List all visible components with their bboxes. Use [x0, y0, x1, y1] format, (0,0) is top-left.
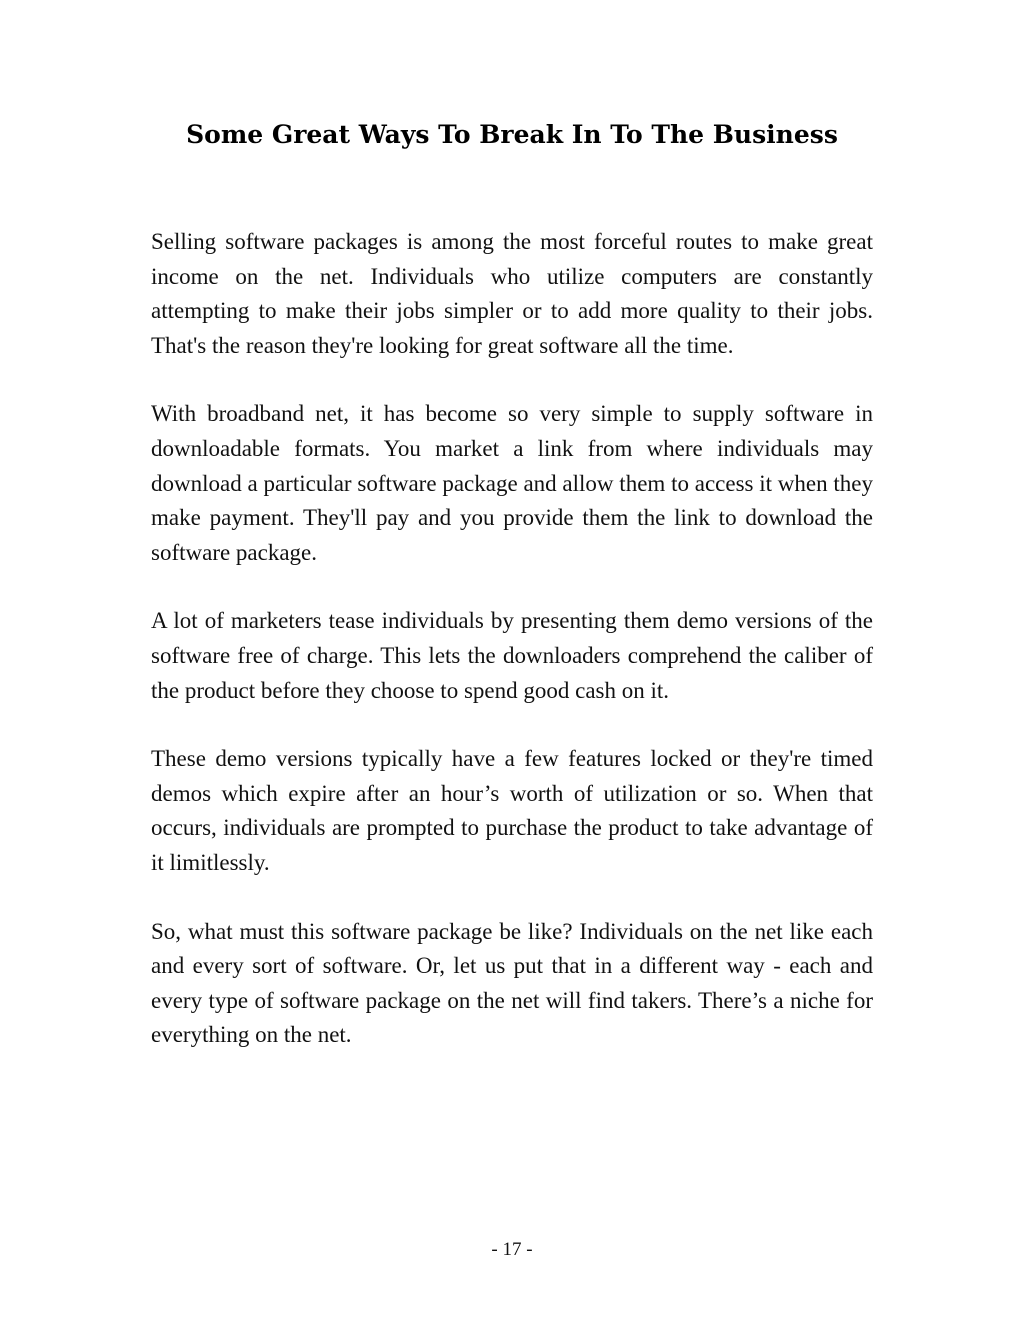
- paragraph-2: With broadband net, it has become so very simple to supply software in downloadable formats. You market a link from where individuals may download a particular software package and allow them to access it when they make payment. They'll pay and you provide them the link to download the software package.: [151, 401, 873, 565]
- paragraph-5: So, what must this software package be like? Individuals on the net like each and every sort of software. Or, let us put that in a different way - each and every type of software package on the net will find takers. There’s a niche for everything on the net.: [151, 918, 873, 1048]
- body-text: [151, 225, 873, 1087]
- paragraph-1: Selling software packages is among the most forceful routes to make great income on the net. Individuals who utilize computers are constantly attempting to make their jobs simpler or to add more quality to their jobs. That's the reason they're looking for great software all the time.: [151, 229, 873, 358]
- paragraph-3: A lot of marketers tease individuals by presenting them demo versions of the software free of charge. This lets the downloaders comprehend the caliber of the product before they choose to spend good cash on it.: [151, 608, 873, 703]
- page-number: - 17 -: [491, 1239, 533, 1260]
- paragraph-4: These demo versions typically have a few features locked or they're timed demos which expire after an hour’s worth of utilization or so. When that occurs, individuals are prompted to purchase the product to take advantage of it limitlessly.: [151, 746, 873, 875]
- page-title: Some Great Ways To Break In To The Business: [186, 120, 838, 149]
